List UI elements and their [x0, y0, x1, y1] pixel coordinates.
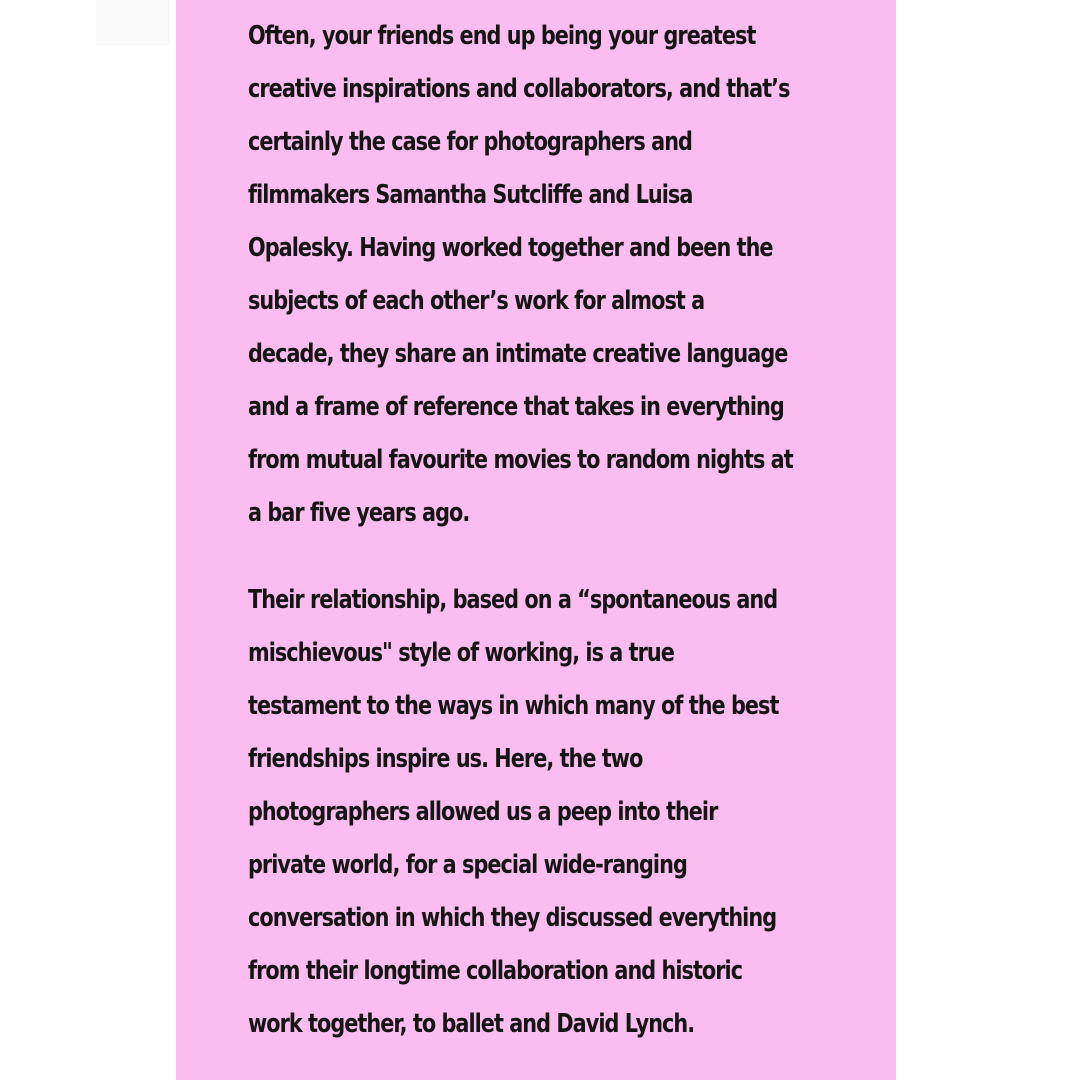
text-line: and a frame of reference that takes in everything: [248, 392, 784, 422]
text-line: creative inspirations and collaborators, and that’s: [248, 74, 790, 104]
corner-thumbnail: [96, 0, 169, 45]
text-line: Opalesky. Having worked together and been the: [248, 233, 773, 263]
text-line: subjects of each other’s work for almost a: [248, 286, 705, 316]
text-line: mischievous" style of working, is a true: [248, 638, 674, 668]
text-line: a bar five years ago.: [248, 498, 470, 528]
text-line: Often, your friends end up being your greatest: [248, 21, 756, 51]
text-line: from their longtime collaboration and historic: [248, 956, 743, 986]
paragraph-spacer: [248, 540, 848, 574]
text-line: friendships inspire us. Here, the two: [248, 744, 643, 774]
text-line: work together, to ballet and David Lynch.: [248, 1009, 695, 1039]
article-panel: [176, 0, 896, 1080]
text-line: private world, for a special wide-ranging: [248, 850, 687, 880]
text-line: certainly the case for photographers and: [248, 127, 692, 157]
text-line: Their relationship, based on a “spontaneous and: [248, 585, 778, 615]
text-line: testament to the ways in which many of the best: [248, 691, 779, 721]
text-line: conversation in which they discussed everything: [248, 903, 777, 933]
text-line: from mutual favourite movies to random nights at: [248, 445, 793, 475]
text-line: photographers allowed us a peep into their: [248, 797, 718, 827]
paragraph-2: [248, 574, 848, 1051]
text-line: decade, they share an intimate creative language: [248, 339, 788, 369]
article-text: [248, 10, 848, 1051]
text-line: filmmakers Samantha Sutcliffe and Luisa: [248, 180, 693, 210]
paragraph-1: [248, 10, 848, 540]
